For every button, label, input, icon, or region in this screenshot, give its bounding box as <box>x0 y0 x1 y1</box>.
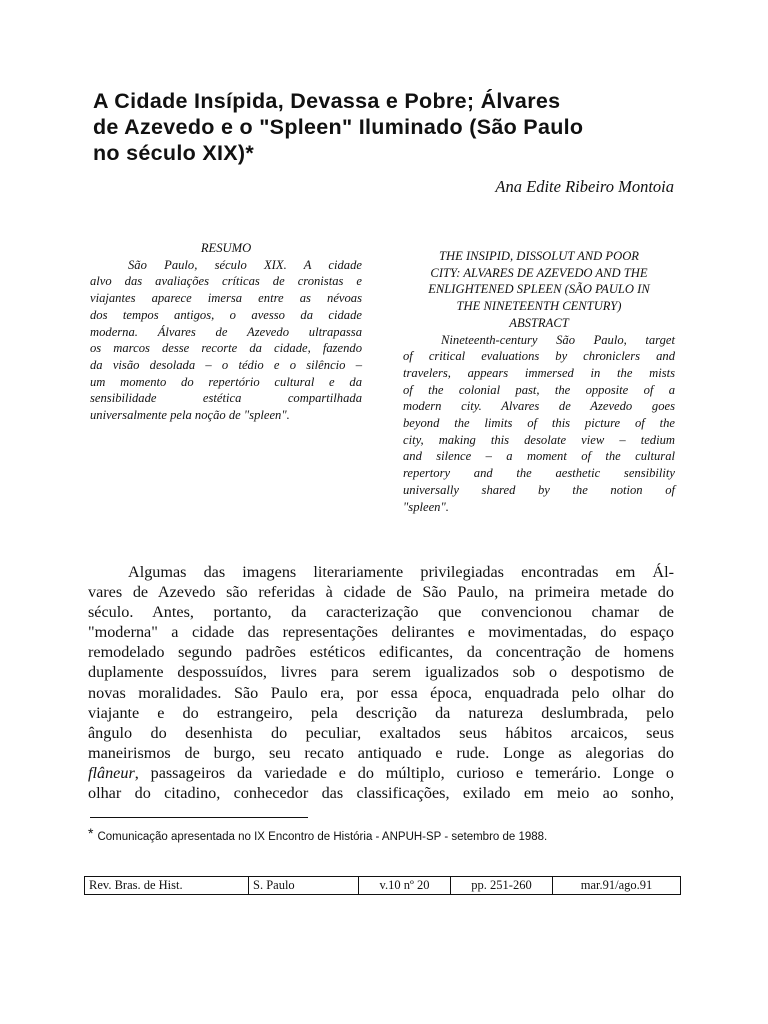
body-line: maneirismos de burgo, seu recato antiquado e rude. Longe as alegorias do <box>88 743 674 762</box>
article-title <box>93 88 693 166</box>
citation-pages: pp. 251-260 <box>451 877 553 894</box>
citation-date: mar.91/ago.91 <box>580 878 653 892</box>
body-line: Algumas das imagens literariamente privilegiadas encontradas em Ál- <box>128 563 674 581</box>
abstract-line: repertory and the aesthetic sensibility <box>403 466 675 481</box>
resumo-line: dos tempos antigos, o avesso da cidade <box>90 307 362 322</box>
resumo-line: moderna. Álvares de Azevedo ultrapassa <box>90 324 362 339</box>
body-line: vares de Azevedo são referidas à cidade de São Paulo, na primeira metade do <box>88 583 674 602</box>
resumo-line: os marcos desse recorte da cidade, fazendo <box>90 341 362 356</box>
abstract-title-line: THE INSIPID, DISSOLUT AND POOR <box>439 249 639 263</box>
body-paragraph <box>88 562 674 803</box>
abstract-line: travelers, appears immersed in the mists <box>403 365 675 380</box>
citation-journal: Rev. Bras. de Hist. <box>85 877 249 894</box>
abstract-line: of critical evaluations by chroniclers and <box>403 349 675 364</box>
footnote <box>88 825 688 843</box>
citation-city: S. Paulo <box>249 877 359 894</box>
resumo-section <box>90 240 362 424</box>
resumo-heading: RESUMO <box>200 241 252 255</box>
resumo-line: sensibilidade estética compartilhada <box>90 391 362 406</box>
resumo-line: da visão desolada – o tédio e o silêncio – <box>90 357 362 372</box>
resumo-line: São Paulo, século XIX. A cidade <box>128 257 362 272</box>
abstract-title-line: THE NINETEENTH CENTURY) <box>456 299 622 314</box>
resumo-line: universalmente pela noção de "spleen". <box>90 408 290 423</box>
abstract-line: of the colonial past, the opposite of a <box>403 382 675 397</box>
abstract-section <box>403 248 675 515</box>
abstract-line: Nineteenth-century São Paulo, target <box>441 332 675 347</box>
body-line: remodelado segundo padrões estéticos edificantes, da concentração de homens <box>88 643 674 662</box>
abstract-line: universally shared by the notion of <box>403 482 675 497</box>
footnote-marker: * <box>88 825 94 841</box>
body-line <box>88 763 674 783</box>
abstract-line: and silence – a moment of the cultural <box>403 449 675 464</box>
abstract-title-line: ENLIGHTENED SPLEEN (SÃO PAULO IN <box>428 282 650 297</box>
citation-volume: v.10 nº 20 <box>359 877 451 894</box>
abstract-line: city, making this desolate view – tedium <box>403 432 675 447</box>
footnote-text: Comunicação apresentada no IX Encontro de História - ANPUH-SP - setembro de 1988. <box>97 831 548 843</box>
title-line: de Azevedo e o "Spleen" Iluminado (São Paulo <box>93 115 584 139</box>
body-line: "moderna" a cidade das representações delirantes e movimentadas, do espaço <box>88 623 674 642</box>
body-line-rest: , passageiros da variedade e do múltiplo, curioso e temerário. Longe o <box>134 763 674 782</box>
author-name: Ana Edite Ribeiro Montoia <box>495 177 674 196</box>
resumo-line: viajantes aparece imersa entre as névoas <box>90 291 362 306</box>
body-line: viajante e do estrangeiro, pela descrição da natureza deslumbrada, pelo <box>88 703 674 722</box>
flaneur-term: flâneur <box>88 763 135 782</box>
body-line: ângulo do desenhista do peculiar, exaltados seus hábitos arcaicos, seus <box>88 723 674 742</box>
resumo-line: um momento do repertório cultural e da <box>90 374 362 389</box>
body-line: duplamente despossuídos, livres para serem igualizados sob o despotismo de <box>88 663 674 682</box>
body-line: olhar do citadino, conhecedor das classificações, exilado em meio ao sonho, <box>88 784 674 803</box>
citation-bar <box>84 876 681 895</box>
title-line: A Cidade Insípida, Devassa e Pobre; Álvares <box>93 89 561 113</box>
body-line: século. Antes, portanto, da caracterização que convencionou chamar de <box>88 603 674 622</box>
footnote-divider <box>90 817 308 818</box>
abstract-title-line: CITY: ALVARES DE AZEVEDO AND THE <box>430 265 648 280</box>
abstract-line: modern city. Alvares de Azevedo goes <box>403 399 675 414</box>
resumo-line: alvo das avaliações críticas de cronistas e <box>90 274 362 289</box>
title-line: no século XIX)* <box>93 141 255 165</box>
body-line: novas moralidades. São Paulo era, por essa época, enquadrada pelo olhar do <box>88 683 674 702</box>
abstract-line: "spleen". <box>403 499 449 514</box>
abstract-heading: ABSTRACT <box>509 315 569 330</box>
abstract-line: beyond the limits of this picture of the <box>403 416 675 431</box>
